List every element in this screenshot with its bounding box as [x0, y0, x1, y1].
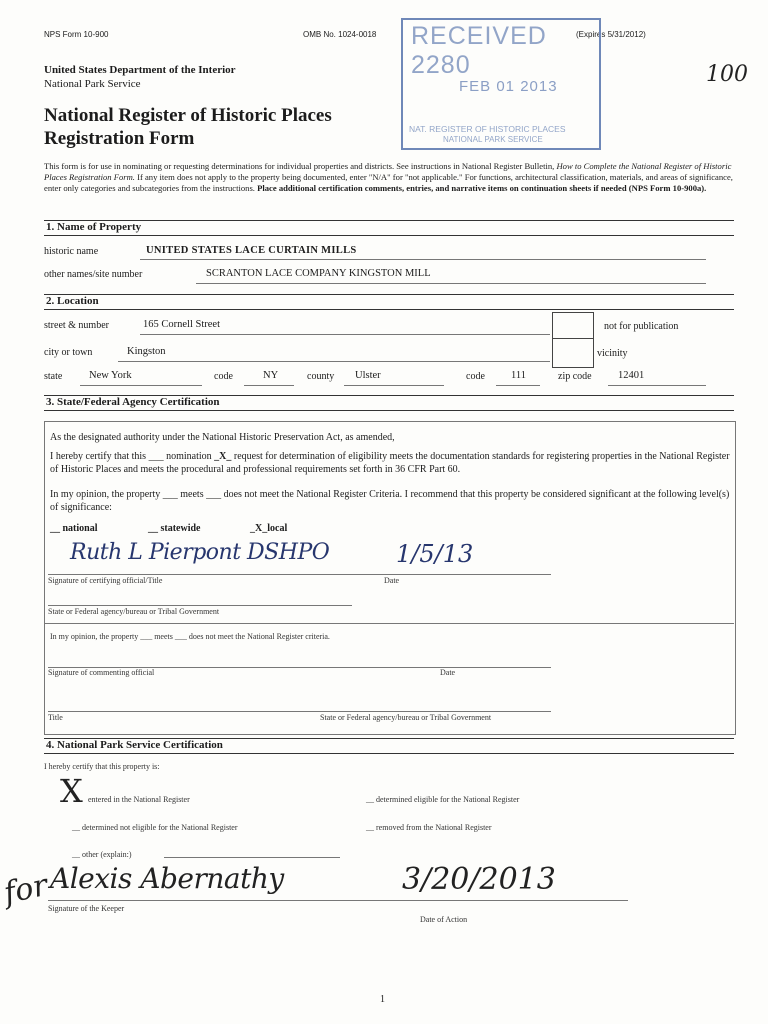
- section-4-heading: 4. National Park Service Certification: [46, 739, 223, 751]
- level-local[interactable]: _X_local: [250, 523, 288, 534]
- agency-label-2: State or Federal agency/bureau or Tribal Government: [320, 713, 492, 722]
- section-1-bar: [44, 220, 734, 236]
- certifying-signature: Ruth L Pierpont DSHPO: [70, 540, 330, 565]
- historic-name-field[interactable]: UNITED STATES LACE CURTAIN MILLS: [146, 245, 357, 256]
- keeper-signature: Alexis Abernathy: [50, 862, 284, 895]
- keeper-prefix: for: [0, 867, 51, 912]
- determined-eligible-option[interactable]: __ determined eligible for the National Register: [366, 795, 520, 804]
- level-national[interactable]: __ national: [50, 523, 98, 534]
- agency-label: State or Federal agency/bureau or Tribal Government: [48, 607, 220, 616]
- comment-divider: [44, 623, 734, 624]
- section-2-heading: 2. Location: [46, 295, 99, 307]
- county-line: [344, 385, 444, 386]
- zip-field[interactable]: 12401: [618, 370, 645, 381]
- stamp-date: FEB 01 2013: [459, 78, 558, 95]
- county-code-line: [496, 385, 540, 386]
- certifying-date-label: Date: [384, 576, 400, 585]
- margin-note: 100: [706, 62, 748, 87]
- street-line: [140, 334, 550, 335]
- opinion-statement: In my opinion, the property ___ meets ___ does not meet the National Register Criteria. I recommend that this property be considered significant at the following level(s) of significance:: [50, 489, 730, 513]
- title-label: Title: [48, 713, 63, 722]
- level-statewide[interactable]: __ statewide: [148, 523, 201, 534]
- state-line: [80, 385, 202, 386]
- other-explain-line: [164, 857, 340, 858]
- commenting-signature-label: Signature of commenting official: [48, 668, 155, 677]
- certifying-date: 1/5/13: [396, 540, 474, 568]
- commenting-date-label: Date: [440, 668, 456, 677]
- not-eligible-option[interactable]: __ determined not eligible for the National Register: [72, 823, 238, 832]
- street-field[interactable]: 165 Cornell Street: [143, 319, 220, 330]
- title-line: [48, 711, 551, 712]
- city-field[interactable]: Kingston: [127, 346, 166, 357]
- zip-label: zip code: [558, 371, 592, 382]
- certifying-signature-line: [48, 574, 551, 575]
- stamp-received: RECEIVED 2280: [411, 22, 547, 79]
- state-code-field[interactable]: NY: [263, 370, 279, 381]
- certifying-signature-label: Signature of certifying official/Title: [48, 576, 163, 585]
- form-title: National Register of Historic Places: [44, 105, 332, 126]
- stamp-line-2: NATIONAL PARK SERVICE: [443, 135, 543, 144]
- entered-check-mark[interactable]: X: [60, 772, 83, 810]
- county-label: county: [307, 371, 335, 382]
- city-line: [118, 361, 550, 362]
- service-name: National Park Service: [44, 78, 141, 90]
- keeper-signature-line: [48, 900, 628, 901]
- county-code-label: code: [466, 371, 485, 382]
- entered-option[interactable]: entered in the National Register: [88, 795, 190, 804]
- action-date: 3/20/2013: [402, 862, 556, 897]
- other-names-line: [196, 283, 706, 284]
- nps-certify-statement: I hereby certify that this property is:: [44, 762, 160, 771]
- not-for-publication-label: not for publication: [604, 321, 679, 332]
- other-option[interactable]: __ other (explain:): [72, 850, 132, 859]
- section-2-bar: [44, 294, 734, 310]
- historic-name-label: historic name: [44, 246, 99, 257]
- county-field[interactable]: Ulster: [355, 370, 381, 381]
- state-code-label: code: [214, 371, 233, 382]
- form-subtitle: Registration Form: [44, 128, 195, 149]
- zip-line: [608, 385, 706, 386]
- authority-statement: As the designated authority under the National Historic Preservation Act, as amended,: [50, 432, 395, 443]
- agency-line: [48, 605, 352, 606]
- page-number: 1: [380, 994, 385, 1005]
- department-name: United States Department of the Interior: [44, 64, 236, 76]
- state-label: state: [44, 371, 63, 382]
- other-names-label: other names/site number: [44, 269, 143, 280]
- removed-option[interactable]: __ removed from the National Register: [366, 823, 492, 832]
- city-label: city or town: [44, 347, 93, 358]
- action-date-label: Date of Action: [420, 915, 468, 924]
- state-code-line: [244, 385, 294, 386]
- form-number: NPS Form 10-900: [44, 30, 109, 39]
- vicinity-label: vicinity: [597, 348, 628, 359]
- second-opinion-statement: In my opinion, the property ___ meets ___ does not meet the National Register criteria.: [50, 632, 330, 641]
- omb-number: OMB No. 1024-0018: [303, 30, 377, 39]
- vicinity-checkbox[interactable]: [552, 338, 594, 368]
- county-code-field[interactable]: 111: [511, 370, 526, 381]
- historic-name-line: [140, 259, 706, 260]
- section-3-heading: 3. State/Federal Agency Certification: [46, 396, 220, 408]
- expiration-date: (Expires 5/31/2012): [576, 30, 646, 39]
- state-field[interactable]: New York: [89, 370, 132, 381]
- street-label: street & number: [44, 320, 109, 331]
- intro-instructions: This form is for use in nominating or requesting determinations for individual properties and districts. See instructions in National Register Bulletin, How to Complete the National Register of Historic Places Registration Form. If any item does not apply to the property being documented, enter "N/A" for "not applicable." For functions, architectural classification, materials, and areas of significance, enter only categories and subcategories from the instructions. Place additional certification comments, entries, and narrative items on continuation sheets if needed (NPS Form 10-900a).: [44, 161, 733, 193]
- section-1-heading: 1. Name of Property: [46, 221, 142, 233]
- other-names-field[interactable]: SCRANTON LACE COMPANY KINGSTON MILL: [206, 268, 431, 279]
- keeper-signature-label: Signature of the Keeper: [48, 904, 125, 913]
- certify-statement: I hereby certify that this ___ nomination _X_ request for determination of eligibility meets the documentation standards for registering properties in the National Register of Historic Places and meets the procedural and professional requirements set forth in 36 CFR Part 60.: [50, 451, 730, 475]
- stamp-line-1: NAT. REGISTER OF HISTORIC PLACES: [409, 124, 566, 134]
- received-stamp: [401, 18, 601, 150]
